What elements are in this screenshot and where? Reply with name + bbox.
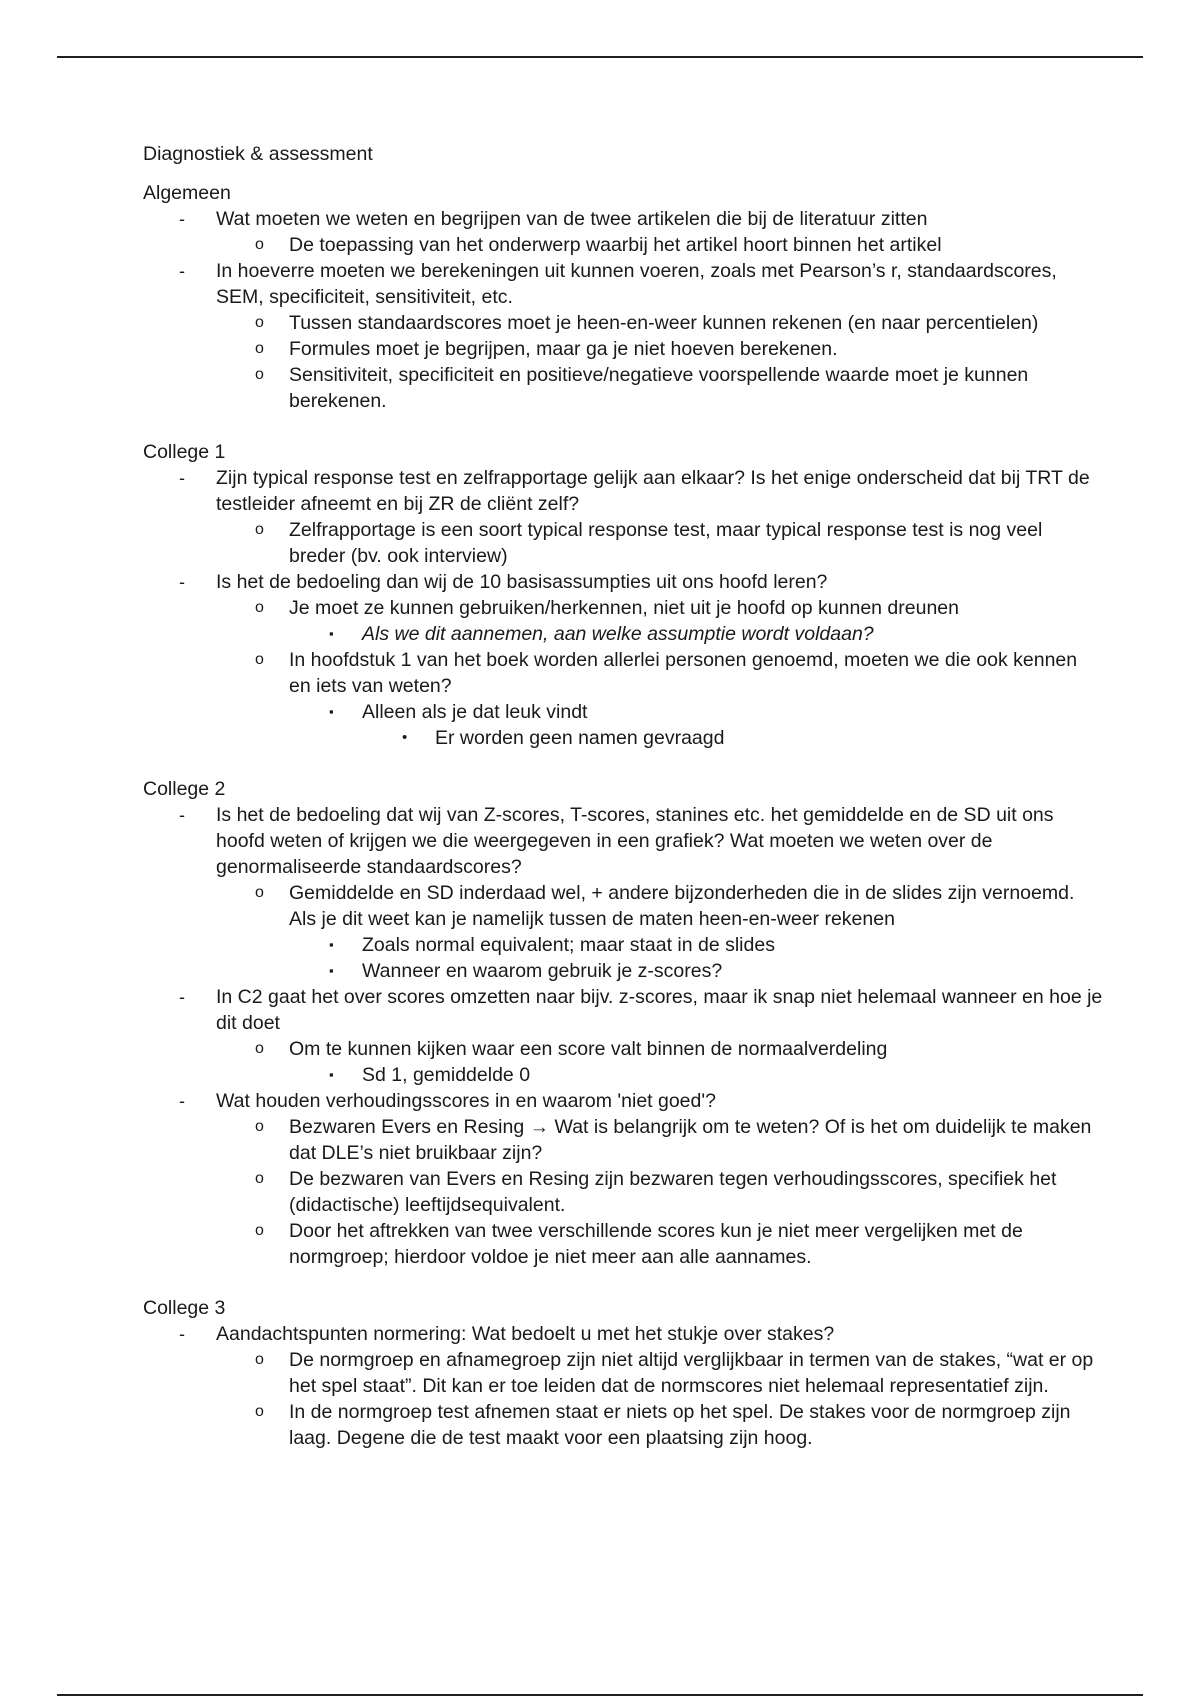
document-title: Diagnostiek & assessment [143, 143, 373, 165]
list-item: o Om te kunnen kijken waar een score valt binnen de normaalverdeling ▪ Sd 1, gemiddelde 0 [216, 1036, 1103, 1088]
list-item: o Tussen standaardscores moet je heen-en-weer kunnen rekenen (en naar percentielen) [255, 312, 1039, 334]
circle-marker: o [255, 236, 264, 253]
circle-marker: o [255, 366, 264, 383]
square-marker: ▪ [329, 626, 334, 641]
square-marker: ▪ [329, 704, 334, 719]
circle-marker: o [255, 1170, 264, 1187]
circle-marker: o [255, 314, 264, 331]
circle-marker: o [255, 1351, 264, 1368]
document-body [143, 141, 1103, 1476]
dash-marker: - [179, 1091, 185, 1111]
list-item: o De bezwaren van Evers en Resing zijn bezwaren tegen verhoudingsscores, specifiek het (didactische) leeftijdsequivalent. [255, 1168, 1057, 1216]
square-marker: ▪ [329, 963, 334, 978]
list-item: • Er worden geen namen gevraagd [402, 727, 725, 749]
circle-marker: o [255, 521, 264, 538]
circle-marker: o [255, 1040, 264, 1057]
dash-marker: - [179, 261, 185, 281]
square-marker: ▪ [329, 1067, 334, 1082]
list-item: o In de normgroep test afnemen staat er niets op het spel. De stakes voor de normgroep zijn laag. Degene die de test maakt voor een plaatsing zijn hoog. [255, 1401, 1071, 1449]
list-item: - Wat houden verhoudingsscores in en waarom 'niet goed'? o Bezwaren Evers en Resing → Wat is belangrijk om te weten? Of is het om duidelijk te maken dat DLE’s niet bruikbaar zijn? o De bezwaren van Evers en Resing zijn bezwaren tegen verhoudingsscores, specifiek het (didactische) leeftijdsequivalent. o Door het aftrekken van twee verschillende scores kun je niet meer vergelijken met de normgroep; hierdoor voldoe je niet meer aan alle aannames. [143, 1088, 1103, 1270]
list-item: o De normgroep en afnamegroep zijn niet altijd verglijkbaar in termen van de stakes, “wat er op het spel staat”. Dit kan er toe leiden dat de normscores niet helemaal representatief zijn. [255, 1349, 1094, 1397]
section-algemeen [143, 180, 1103, 414]
list-item: o Gemiddelde en SD inderdaad wel, + andere bijzonderheden die in de slides zijn vernoemd. Als je dit weet kan je namelijk tussen de maten heen-en-weer rekenen ▪ Zoals normal equivalent; maar staat in de slides ▪ Wanneer en waarom gebruik je z-scores? [216, 880, 1103, 984]
circle-marker: o [255, 1118, 264, 1135]
bottom-rule [57, 1694, 1143, 1696]
section-college-2 [143, 776, 1103, 1270]
list-item: - Wat moeten we weten en begrijpen van de twee artikelen die bij de literatuur zitten o De toepassing van het onderwerp waarbij het artikel hoort binnen het artikel [143, 206, 1103, 258]
circle-marker: o [255, 884, 264, 901]
dash-marker: - [179, 987, 185, 1007]
list-item: ▪ Als we dit aannemen, aan welke assumptie wordt voldaan? [329, 623, 874, 645]
list-item: ▪ Alleen als je dat leuk vindt • Er worden geen namen gevraagd [289, 699, 1103, 751]
list-item: - Aandachtspunten normering: Wat bedoelt u met het stukje over stakes? o De normgroep en afnamegroep zijn niet altijd verglijkbaar in termen van de stakes, “wat er op het spel staat”. Dit kan er toe leiden dat de normscores niet helemaal representatief zijn. o In de normgroep test afnemen staat er niets op het spel. De stakes voor de normgroep zijn laag. Degene die de test maakt voor een plaatsing zijn hoog. [143, 1321, 1103, 1451]
bullet-marker: • [402, 729, 408, 746]
circle-marker: o [255, 651, 264, 668]
circle-marker: o [255, 599, 264, 616]
section-heading: College 2 [143, 778, 226, 800]
section-college-3 [143, 1295, 1103, 1451]
section-college-1 [143, 439, 1103, 751]
dash-marker: - [179, 572, 185, 592]
list-item: o Bezwaren Evers en Resing → Wat is belangrijk om te weten? Of is het om duidelijk te maken dat DLE’s niet bruikbaar zijn? [255, 1116, 1092, 1164]
circle-marker: o [255, 340, 264, 357]
list-item: - Zijn typical response test en zelfrapportage gelijk aan elkaar? Is het enige onderscheid dat bij TRT de testleider afneemt en bij ZR de cliënt zelf? o Zelfrapportage is een soort typical response test, maar typical response test is nog veel breder (bv. ook interview) [143, 465, 1103, 569]
list-item: o Sensitiviteit, specificiteit en positieve/negatieve voorspellende waarde moet je kunnen berekenen. [255, 364, 1029, 412]
dash-marker: - [179, 1324, 185, 1344]
list-item: ▪ Sd 1, gemiddelde 0 [329, 1064, 531, 1086]
dash-marker: - [179, 209, 185, 229]
circle-marker: o [255, 1403, 264, 1420]
list-item: - In hoeverre moeten we berekeningen uit kunnen voeren, zoals met Pearson’s r, standaardscores, SEM, specificiteit, sensitiviteit, etc. o Tussen standaardscores moet je heen-en-weer kunnen rekenen (en naar percentielen) o Formules moet je begrijpen, maar ga je niet hoeven berekenen. o Sensitiviteit, specificiteit en positieve/negatieve voorspellende waarde moet je kunnen berekenen. [143, 258, 1103, 414]
list-item: o Door het aftrekken van twee verschillende scores kun je niet meer vergelijken met de normgroep; hierdoor voldoe je niet meer aan alle aannames. [255, 1220, 1023, 1268]
list-item: o De toepassing van het onderwerp waarbij het artikel hoort binnen het artikel [255, 234, 942, 256]
section-heading: College 3 [143, 1297, 226, 1319]
list-item: - Is het de bedoeling dat wij van Z-scores, T-scores, stanines etc. het gemiddelde en de SD uit ons hoofd weten of krijgen we die weergegeven in een grafiek? Wat moeten we weten over de genormaliseerde standaardscores? o Gemiddelde en SD inderdaad wel, + andere bijzonderheden die in de slides zijn vernoemd. Als je dit weet kan je namelijk tussen de maten heen-en-weer rekenen ▪ Zoals normal equivalent; maar staat in de slides ▪ Wanneer en waarom gebruik je z-scores? [143, 802, 1103, 984]
list-item: ▪ Zoals normal equivalent; maar staat in de slides [329, 934, 775, 956]
list-item: - In C2 gaat het over scores omzetten naar bijv. z-scores, maar ik snap niet helemaal wanneer en hoe je dit doet o Om te kunnen kijken waar een score valt binnen de normaalverdeling ▪ Sd 1, gemiddelde 0 [179, 986, 1103, 1086]
list-item: o Je moet ze kunnen gebruiken/herkennen, niet uit je hoofd op kunnen dreunen ▪ Als we dit aannemen, aan welke assumptie wordt voldaan? [216, 595, 1103, 647]
square-marker: ▪ [329, 937, 334, 952]
list-item: o In hoofdstuk 1 van het boek worden allerlei personen genoemd, moeten we die ook kennen en iets van weten? ▪ Alleen als je dat leuk vindt • Er worden geen namen gevraagd [216, 647, 1103, 751]
dash-marker: - [179, 468, 185, 488]
dash-marker: - [179, 805, 185, 825]
section-heading: Algemeen [143, 182, 231, 204]
list-item: ▪ Wanneer en waarom gebruik je z-scores? [329, 960, 723, 982]
list-item: o Formules moet je begrijpen, maar ga je niet hoeven berekenen. [255, 338, 838, 360]
top-rule [57, 56, 1143, 58]
section-heading: College 1 [143, 441, 226, 463]
list-item: - Is het de bedoeling dan wij de 10 basisassumpties uit ons hoofd leren? o Je moet ze kunnen gebruiken/herkennen, niet uit je hoofd op kunnen dreunen ▪ Als we dit aannemen, aan welke assumptie wordt voldaan? o In hoofdstuk 1 van het boek worden allerlei personen genoemd, moeten we die ook kennen en iets van weten? ▪ Alleen als je dat leuk vindt • Er worden geen namen gevraagd [143, 569, 1103, 751]
list-item: o Zelfrapportage is een soort typical response test, maar typical response test is nog veel breder (bv. ook interview) [255, 519, 1043, 567]
circle-marker: o [255, 1222, 264, 1239]
